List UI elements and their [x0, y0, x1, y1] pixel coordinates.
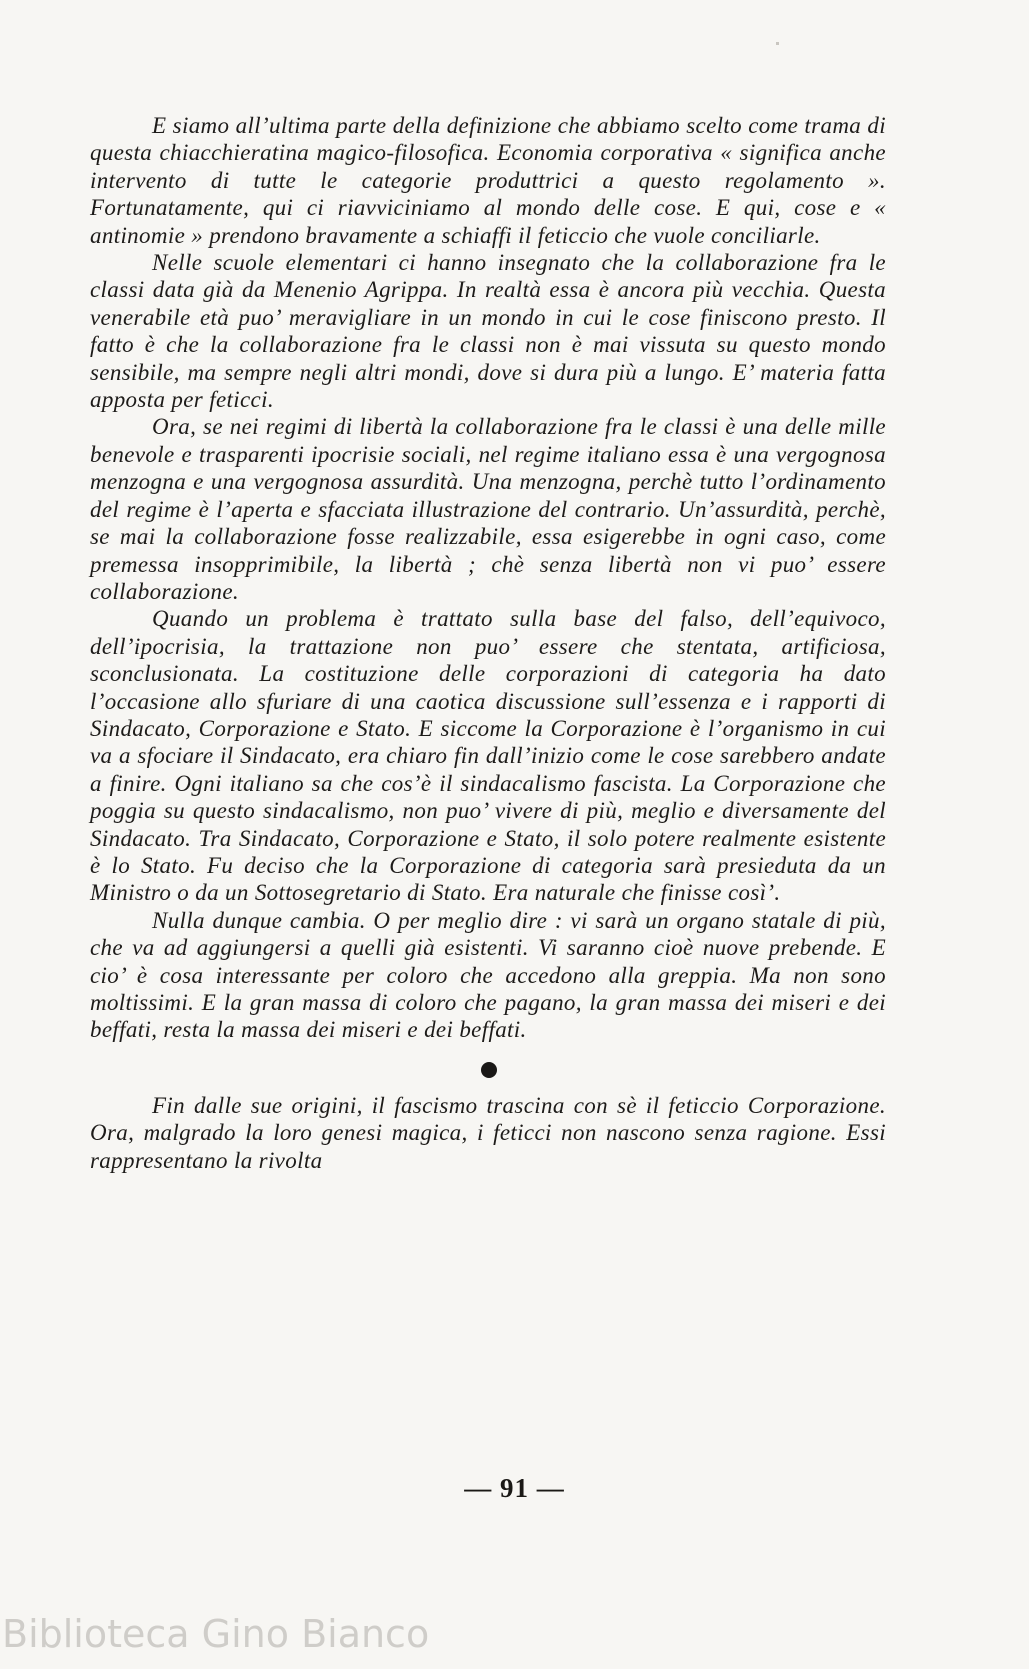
section-separator	[90, 1044, 886, 1092]
page-number: — 91 —	[464, 1473, 565, 1503]
paragraph-2: Nelle scuole elementari ci hanno insegnato che la collaborazione fra le classi data già da Menenio Agrippa. In realtà essa è ancora più vecchia. Questa venerabile età puo’ meravigliare in un mondo in cui le cose finiscono presto. Il fatto è che la collaborazione fra le classi non è mai vissuta su questo mondo sensibile, ma sempre negli altri mondi, dove si dura più a lungo. E’ materia fatta apposta per feticci.	[90, 250, 886, 413]
paragraph-6: Fin dalle sue origini, il fascismo trascina con sè il feticcio Corporazione. Ora, malgrado la loro genesi magica, i feticci non nascono senza ragione. Essi rappresentano la rivolta	[90, 1092, 886, 1173]
scan-speck	[776, 42, 779, 45]
body-text	[90, 112, 886, 1174]
paragraph-4: Quando un problema è trattato sulla base del falso, dell’equivoco, dell’ipocrisia, la trattazione non puo’ essere che stentata, artificiosa, sconclusionata. La costituzione delle corporazioni di categoria ha dato l’occasione allo sfuriare di una caotica discussione sull’essenza e i rapporti di Sindacato, Corporazione e Stato. E siccome la Corporazione è l’organismo in cui va a sfociare il Sindacato, era chiaro fin dall’inizio come le cose sarebbero andate a finire. Ogni italiano sa che cos’è il sindacalismo fascista. La Corporazione che poggia su questo sindacalismo, non puo’ vivere di più, meglio e diversamente del Sindacato. Tra Sindacato, Corporazione e Stato, il solo potere realmente esistente è lo Stato. Fu deciso che la Corporazione di categoria sarà presieduta da un Ministro o da un Sottosegretario di Stato. Era naturale che finisse così’.	[90, 606, 886, 906]
library-watermark: Biblioteca Gino Bianco	[2, 1612, 430, 1656]
paragraph-3: Ora, se nei regimi di libertà la collaborazione fra le classi è una delle mille benevole e trasparenti ipocrisie sociali, nel regime italiano essa è una vergognosa menzogna e una vergognosa assurdità. Una menzogna, perchè tutto l’ordinamento del regime è l’aperta e sfacciata illustrazione del contrario. Un’assurdità, perchè, se mai la collaborazione fosse realizzabile, essa esigerebbe in ogni caso, come premessa insopprimibile, la libertà ; chè senza libertà non vi puo’ essere collaborazione.	[90, 414, 886, 604]
paragraph-5: Nulla dunque cambia. O per meglio dire : vi sarà un organo statale di più, che va ad aggiungersi a quelli già esistenti. Vi saranno cioè nuove prebende. E cio’ è cosa interessante per coloro che accedono alla greppia. Ma non sono moltissimi. E la gran massa di coloro che pagano, la gran massa dei miseri e dei beffati, resta la massa dei miseri e dei beffati.	[90, 907, 886, 1043]
bullet-icon	[481, 1062, 497, 1078]
paragraph-1: E siamo all’ultima parte della definizione che abbiamo scelto come trama di questa chiacchieratina magico-filosofica. Economia corporativa « significa anche intervento di tutte le categorie produttrici a questo regolamento ». Fortunatamente, qui ci riavviciniamo al mondo delle cose. E qui, cose e « antinomie » prendono bravamente a schiaffi il feticcio che vuole conciliarle.	[90, 113, 886, 248]
